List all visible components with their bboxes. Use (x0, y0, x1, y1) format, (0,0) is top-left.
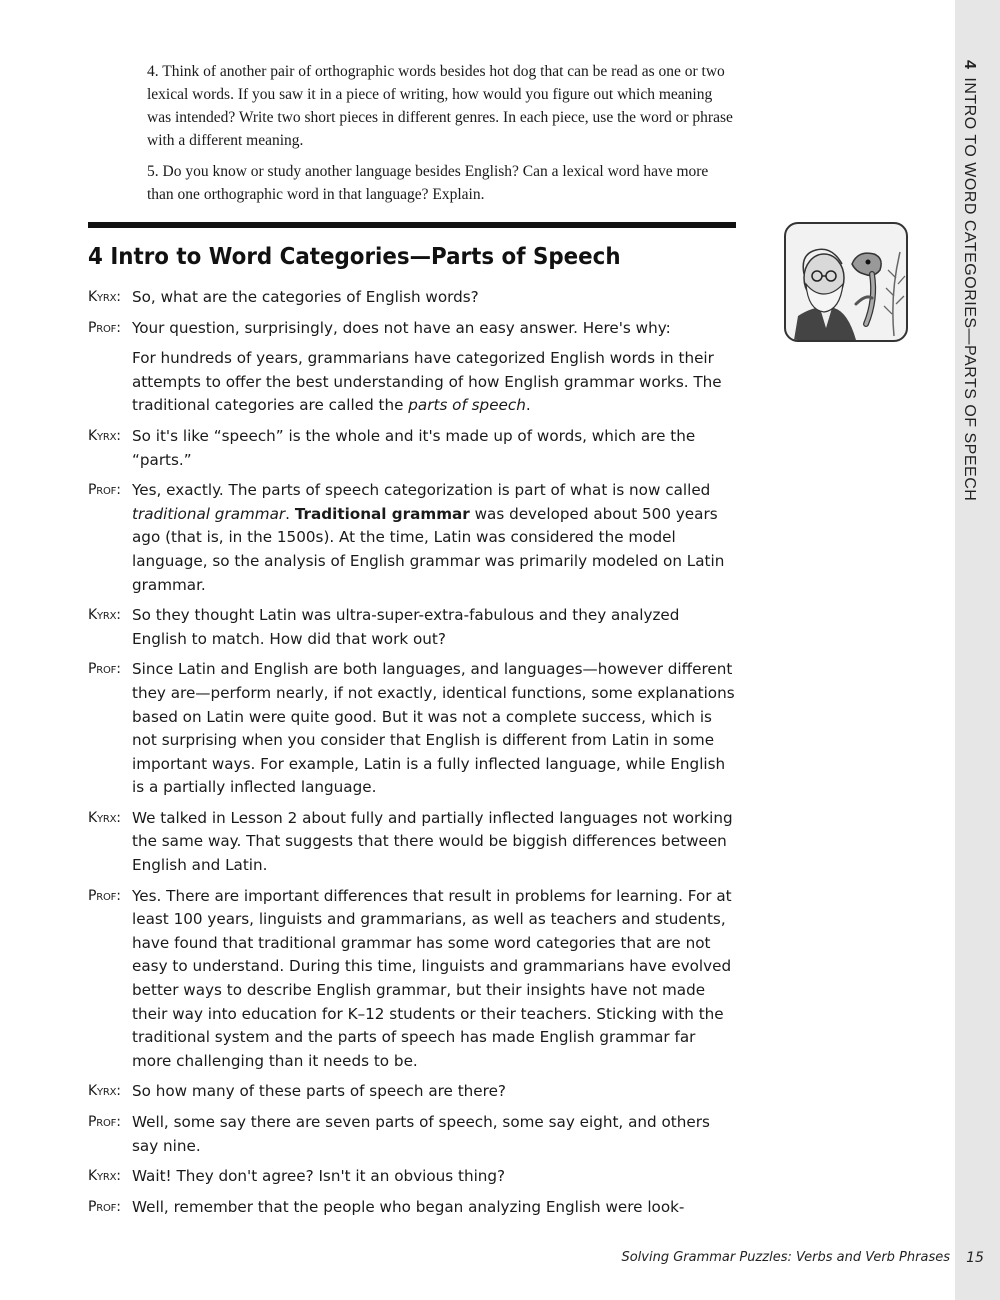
speech-text: Your question, surprisingly, does not have an easy answer. Here's why: (132, 318, 671, 337)
dialogue-line (88, 604, 738, 651)
speech-text: For hundreds of years, grammarians have categorized English words in their attempts to offer the best understanding of how English grammar works. The traditional categories are called the (132, 349, 722, 415)
emphasis-term: parts of speech (408, 396, 526, 415)
dialogue-line (88, 286, 738, 310)
speech-text: Since Latin and English are both languages, and languages—however different they are—perform nearly, if not exactly, identical functions, some explanations based on Latin were quite good. But it was not a complete success, which is not surprising when you consider that English is different from Latin in some important ways. For example, Latin is a fully inflected language, while English is a partially inflected language. (132, 660, 735, 797)
dialogue-line (88, 1080, 738, 1104)
chapter-number: 4 (961, 60, 978, 70)
page-number: 15 (966, 1250, 984, 1266)
dialogue-line (88, 1196, 738, 1220)
professor-and-kyrx-icon (786, 224, 906, 340)
section-divider (88, 222, 736, 228)
speech-text: We talked in Lesson 2 about fully and partially inflected languages not working the same way. That suggests that there would be biggish differences between English and Latin. (132, 808, 733, 875)
chapter-side-tab-label (960, 60, 978, 501)
speaker-kyrx: Kyrx: (88, 809, 121, 826)
dialogue-line (88, 807, 738, 878)
speech-text: So they thought Latin was ultra-super-extra-fabulous and they analyzed English to match. How did that work out? (132, 606, 680, 648)
speech-text: Well, remember that the people who began analyzing English were look- (132, 1197, 685, 1216)
speech-fragment: was developed about 500 years ago (that is, in the 1500s). At the time, Latin was considered the model language, so the analysis of English grammar was primarily modeled on Latin grammar. (132, 504, 725, 594)
dialogue-line (88, 1111, 738, 1158)
speech-text: Yes. There are important differences that result in problems for learning. For at least 100 years, linguists and grammarians, as well as teachers and students, have found that traditional grammar has some word categories that are not easy to understand. During this time, linguists and grammarians have evolved better ways to describe English grammar, but their insights have not made their way into education for K–12 students or their teachers. Sticking with the traditional system and the parts of speech has made English grammar far more challenging than it needs to be. (132, 886, 732, 1070)
speech-text: Well, some say there are seven parts of speech, some say eight, and others say nine. (132, 1113, 710, 1155)
speech-text: Wait! They don't agree? Isn't it an obvious thing? (132, 1167, 506, 1186)
dialogue-line (88, 885, 738, 1074)
speaker-prof: Prof: (88, 1198, 121, 1215)
speaker-kyrx: Kyrx: (88, 427, 121, 444)
speaker-prof: Prof: (88, 319, 121, 336)
speaker-prof: Prof: (88, 887, 121, 904)
speech-fragment: . (285, 504, 295, 523)
speech-text: So how many of these parts of speech are there? (132, 1082, 506, 1101)
speech-text: So it's like “speech” is the whole and it's made up of words, which are the “parts.” (132, 426, 696, 469)
dialogue-line (88, 658, 738, 800)
dialogue (88, 286, 738, 1226)
speaker-kyrx: Kyrx: (88, 1168, 121, 1185)
chapter-title: INTRO TO WORD CATEGORIES—PARTS OF SPEECH (961, 77, 978, 502)
question-5: 5. Do you know or study another language besides English? Can a lexical word have more than one orthographic word in that language? Explain. (147, 163, 709, 203)
speaker-prof: Prof: (88, 482, 121, 499)
speaker-kyrx: Kyrx: (88, 607, 121, 624)
speaker-kyrx: Kyrx: (88, 1083, 121, 1100)
character-illustration (784, 222, 908, 342)
key-term: Traditional grammar (294, 504, 470, 523)
emphasis-term: traditional grammar (132, 504, 286, 523)
speech-text: . (525, 396, 531, 415)
speaker-kyrx: Kyrx: (88, 289, 121, 305)
running-footer-title: Solving Grammar Puzzles: Verbs and Verb Phrases (621, 1250, 950, 1265)
speaker-prof: Prof: (88, 661, 121, 678)
speech-text (132, 479, 738, 597)
speaker-prof: Prof: (88, 1114, 121, 1130)
dialogue-line (88, 1165, 738, 1189)
exercise-questions (147, 60, 737, 214)
dialogue-line (88, 425, 738, 472)
speech-fragment: Yes, exactly. The parts of speech categorization is part of what is now called (132, 481, 711, 500)
speech-text: So, what are the categories of English words? (132, 288, 479, 306)
section-heading: 4 Intro to Word Categories—Parts of Speech (88, 244, 621, 270)
dialogue-line (88, 317, 738, 341)
dialogue-line (88, 479, 738, 597)
dialogue-continuation (88, 347, 738, 418)
question-4: 4. Think of another pair of orthographic words besides hot dog that can be read as one or two lexical words. If you saw it in a piece of writing, how would you figure out which meaning was intended? Write two short pieces in different genres. In each piece, use the word or phrase with a different meaning. (147, 63, 733, 149)
